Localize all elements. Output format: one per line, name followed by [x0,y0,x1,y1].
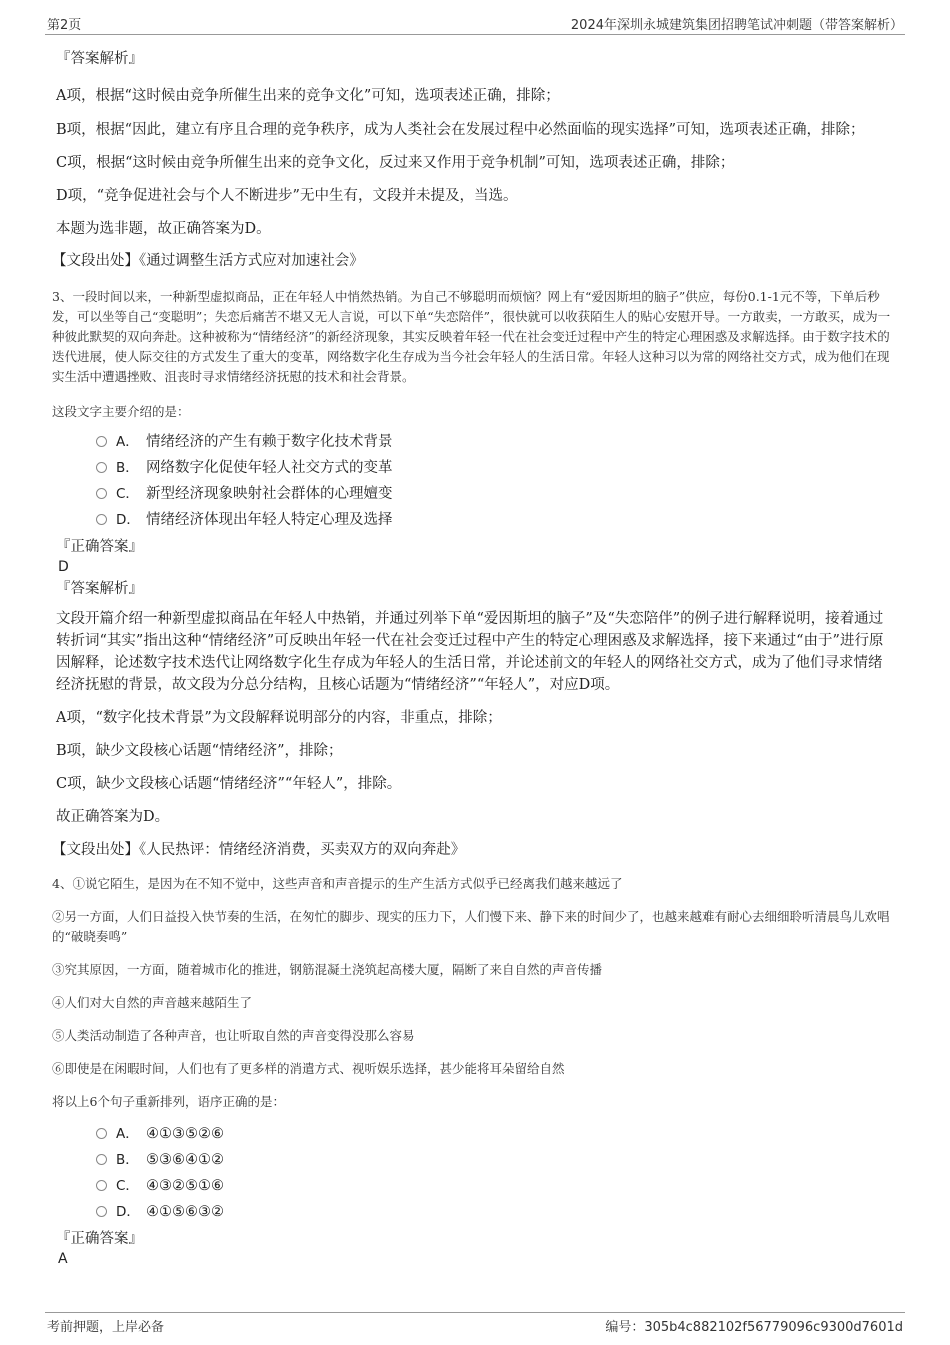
q3-option-c[interactable]: C． 新型经济现象映射社会群体的心理嬗变 [96,484,896,510]
main-content [52,40,896,1268]
q3-answer-heading: 『正确答案』 [56,539,143,555]
q4-sentence-5: ⑤人类活动制造了各种声音，也让听取自然的声音变得没那么容易 [52,1028,415,1043]
q4-options [96,1124,896,1228]
q3-analysis: 文段开篇介绍一种新型虚拟商品在年轻人中热销，并通过列举下单“爱因斯坦的脑子”及“失恋陪伴”的例子进行解释说明，接着通过转折词“其实”指出这种“情绪经济”可反映出年轻一代在社会变迁过程中产生的特定心理困惑及求解选择，接下来通过“由于”进行原因解释，论述数字技术迭代让网络数字化生存成为年轻人的生活日常，并论述前文的年轻人的网络社交方式，成为了他们寻求情绪经济抚慰的背景，故文段为分总分结构，且核心话题为“情绪经济”“年轻人”，对应D项。 [56,611,884,693]
document-code: 编号：305b4c882102f56779096c9300d7601d [605,1320,903,1335]
q3-option-a[interactable]: A． 情绪经济的产生有赖于数字化技术背景 [96,432,896,458]
q2-source: 【文段出处】《通过调整生活方式应对加速社会》 [52,253,364,269]
q3-source: 【文段出处】《人民热评：情绪经济消费，买卖双方的双向奔赴》 [52,842,466,858]
q2-analysis-c: C项，根据“这时候由竞争所催生出来的竞争文化，反过来又作用于竞争机制”可知，选项表述正确，排除； [56,155,735,171]
q2-conclusion: 本题为选非题，故正确答案为D。 [56,221,271,237]
q4-answer-heading: 『正确答案』 [56,1231,143,1247]
q3-prompt: 这段文字主要介绍的是： [52,404,190,419]
q3-stem: 3、一段时间以来，一种新型虚拟商品，正在年轻人中悄然热销。为自己不够聪明而烦恼？网上有“爱因斯坦的脑子”供应，每份0.1-1元不等，下单后秒发，可以坐等自己“变聪明”；失恋后痛苦不堪又无人言说，可以下单“失恋陪伴”，很快就可以收获陌生人的贴心安慰开导。一方敢卖，一方敢买，成为一种彼此默契的双向奔赴。这种被称为“情绪经济”的新经济现象，其实反映着年轻一代在社会变迁过程中产生的特定心理困惑及求解选择。由于数字技术的迭代进展，使人际交往的方式发生了重大的变革，网络数字化生存成为当今社会年轻人的生活日常。年轻人这种习以为常的网络社交方式，成为他们在现实生活中遭遇挫败、沮丧时寻求情绪经济抚慰的技术和社会背景。 [52,289,891,384]
page-number: 第2页 [47,18,82,33]
document-title: 2024年深圳永城建筑集团招聘笔试冲刺题（带答案解析） [570,18,903,33]
q3-analysis-c: C项，缺少文段核心话题“情绪经济”“年轻人”，排除。 [56,776,402,792]
footer-slogan: 考前押题，上岸必备 [47,1320,165,1335]
q4-sentence-6: ⑥即使是在闲暇时间，人们也有了更多样的消遣方式、视听娱乐选择，甚少能将耳朵留给自然 [52,1061,565,1076]
radio-icon[interactable] [96,1128,107,1139]
q2-analysis-d: D项，“竞争促进社会与个人不断进步”无中生有，文段并未提及，当选。 [56,188,518,204]
q4-sentence-4: ④人们对大自然的声音越来越陌生了 [52,995,253,1010]
q2-analysis-b: B项，根据“因此，建立有序且合理的竞争秩序，成为人类社会在发展过程中必然面临的现实选择”可知，选项表述正确，排除； [56,122,865,138]
q4-option-d[interactable]: D． ④①⑤⑥③② [96,1202,896,1228]
q4-option-b[interactable]: B． ⑤③⑥④①② [96,1150,896,1176]
q4-answer: A [58,1251,68,1267]
radio-icon[interactable] [96,1206,107,1217]
page-footer [45,1312,905,1337]
q4-sentence-3: ③究其原因，一方面，随着城市化的推进，钢筋混凝土浇筑起高楼大厦，隔断了来自自然的声音传播 [52,962,603,977]
radio-icon[interactable] [96,1180,107,1191]
radio-icon[interactable] [96,514,107,525]
q3-option-d[interactable]: D． 情绪经济体现出年轻人特定心理及选择 [96,510,896,536]
q4-sentence-2: ②另一方面，人们日益投入快节奏的生活，在匆忙的脚步、现实的压力下，人们慢下来、静下来的时间少了，也越来越难有耐心去细细聆听清晨鸟儿欢唱的“破晓奏鸣” [52,909,890,944]
q2-analysis-a: A项，根据“这时候由竞争所催生出来的竞争文化”可知，选项表述正确，排除； [56,88,560,104]
q3-option-b[interactable]: B． 网络数字化促使年轻人社交方式的变革 [96,458,896,484]
q3-analysis-heading: 『答案解析』 [56,581,143,597]
q3-answer: D [58,559,69,575]
radio-icon[interactable] [96,462,107,473]
q4-option-a[interactable]: A． ④①③⑤②⑥ [96,1124,896,1150]
radio-icon[interactable] [96,488,107,499]
q4-option-c[interactable]: C． ④③②⑤①⑥ [96,1176,896,1202]
q3-conclusion: 故正确答案为D。 [56,809,170,825]
q2-analysis-heading: 『答案解析』 [56,51,143,67]
radio-icon[interactable] [96,436,107,447]
q3-analysis-a: A项，“数字化技术背景”为文段解释说明部分的内容，非重点，排除； [56,710,502,726]
radio-icon[interactable] [96,1154,107,1165]
q3-options [96,432,896,536]
q4-prompt: 将以上6个句子重新排列，语序正确的是： [52,1094,285,1109]
q4-sentence-1: 4、①说它陌生，是因为在不知不觉中，这些声音和声音提示的生产生活方式似乎已经离我们越来越远了 [52,876,623,891]
q3-analysis-b: B项，缺少文段核心话题“情绪经济”，排除； [56,743,343,759]
page-header [45,12,905,35]
